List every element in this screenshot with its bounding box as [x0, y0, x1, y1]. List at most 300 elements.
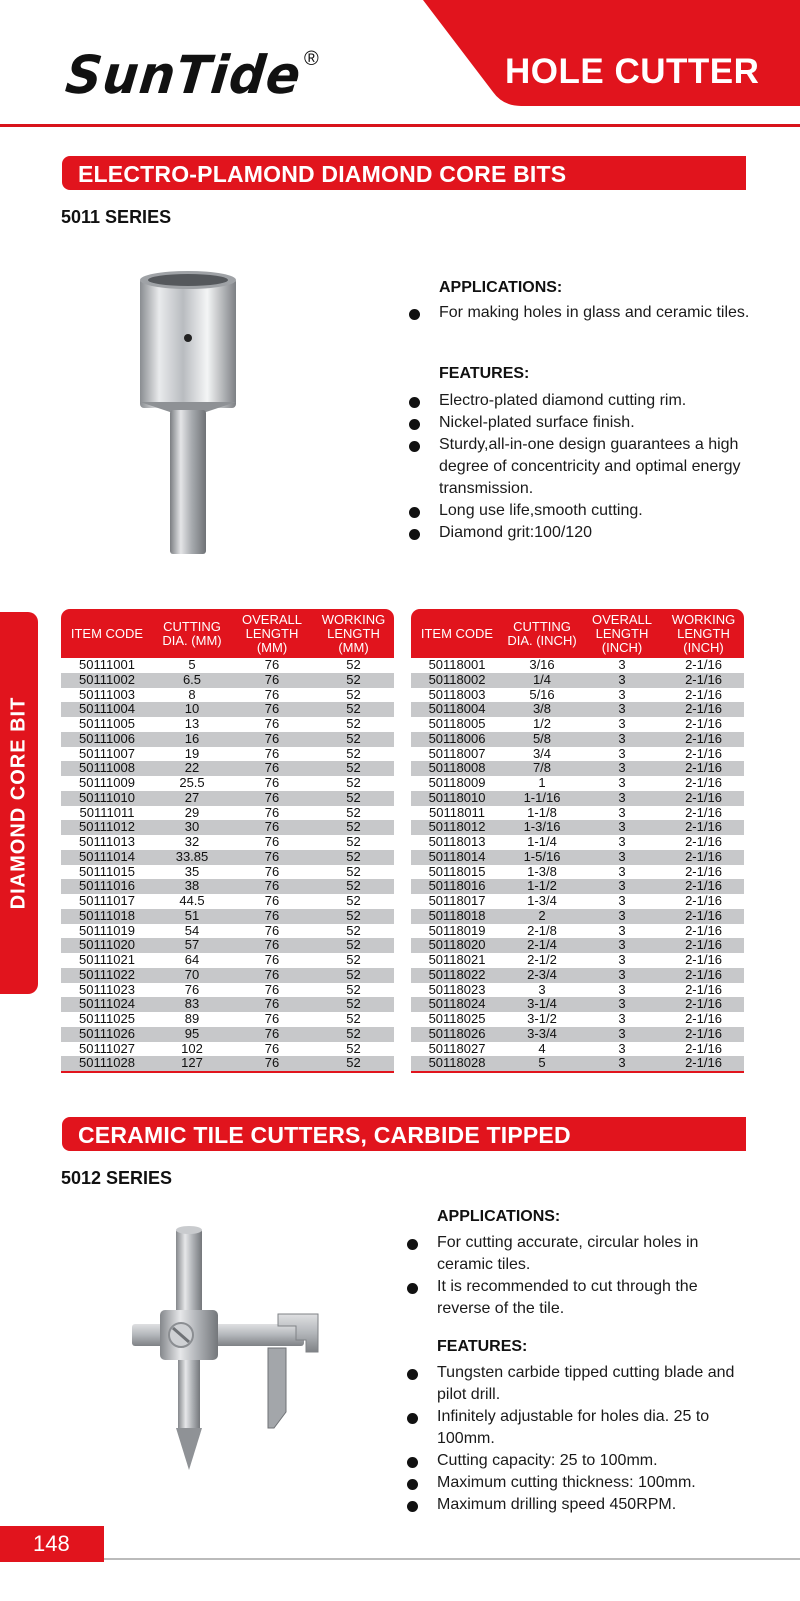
table-cell: 50111018: [61, 909, 153, 924]
table-cell: 50118015: [428, 863, 486, 879]
table-cell: 50118005: [428, 716, 486, 731]
table-cell: 2-1/16: [685, 745, 722, 761]
page-title: HOLE CUTTER: [505, 52, 760, 91]
table-row: [61, 983, 394, 998]
table-cell: 76: [264, 834, 280, 849]
table-row: [411, 835, 744, 850]
table-cell: 27: [153, 791, 231, 806]
list-item: Sturdy,all-in-one design guarantees a high degree of concentricity and optimal energy transmission.: [409, 434, 754, 500]
table-row: [61, 894, 394, 909]
table-cell: 3/8: [503, 702, 581, 717]
table-row: [411, 850, 744, 865]
table-row: [61, 909, 394, 924]
table-cell: 1: [538, 775, 546, 790]
list-item: For cutting accurate, circular holes in ceramic tiles.: [407, 1232, 752, 1276]
table-cell: 50118011: [429, 804, 485, 820]
table-row: [61, 968, 394, 983]
table-cell: 3: [581, 1056, 663, 1072]
table-cell: 52: [346, 686, 361, 702]
table-cell: 50118013: [428, 834, 486, 849]
table-cell: 3: [618, 952, 626, 967]
table-cell: 3: [581, 909, 663, 924]
table-cell: 76: [264, 922, 280, 938]
table-cell: 76: [231, 850, 313, 865]
list-item: Infinitely adjustable for holes dia. 25 to 100mm.: [407, 1406, 752, 1450]
table-cell: 32: [184, 834, 200, 849]
table-cell: 5/16: [529, 686, 555, 702]
table-cell: 64: [184, 952, 200, 967]
footer-divider: [104, 1558, 800, 1560]
features-list-2: [407, 1362, 752, 1516]
list-item: For making holes in glass and ceramic tiles.: [409, 302, 754, 324]
table-row: [61, 776, 394, 791]
table-row: [61, 673, 394, 688]
table-row: [411, 983, 744, 998]
table-cell: 57: [153, 938, 231, 953]
table-cell: 50111023: [79, 981, 135, 997]
table-cell: 50118006: [411, 732, 503, 747]
table-cell: 52: [346, 1011, 361, 1026]
table-cell: 29: [184, 804, 200, 820]
table-cell: 50118018: [411, 909, 503, 924]
table-cell: 3: [618, 893, 626, 908]
table-cell: 50118019: [428, 922, 486, 938]
table-cell: 52: [346, 952, 361, 967]
table-cell: 76: [231, 673, 313, 688]
column-header: CUTTING DIA. (MM): [153, 609, 231, 658]
table-cell: 52: [313, 1027, 394, 1042]
table-row: [411, 1012, 744, 1027]
table-cell: 50118023: [428, 981, 486, 997]
applications-list-2: [407, 1232, 752, 1320]
table-cell: 50118001: [428, 657, 486, 672]
table-cell: 52: [313, 997, 394, 1012]
table-cell: 1-3/4: [527, 893, 557, 908]
table-cell: 10: [153, 702, 231, 717]
table-cell: 1/4: [503, 673, 581, 688]
brand-logo: SunTide: [62, 44, 305, 106]
table-cell: 50111006: [61, 732, 153, 747]
table-row: [411, 806, 744, 821]
table-row: [411, 1056, 744, 1072]
table-row: [411, 732, 744, 747]
table-row: [61, 747, 394, 762]
table-cell: 52: [346, 1040, 361, 1056]
table-cell: 52: [346, 657, 361, 672]
table-cell: 50111022: [61, 968, 153, 983]
table-cell: 50118003: [428, 686, 486, 702]
table-row: [61, 717, 394, 732]
table-row: [411, 673, 744, 688]
table-cell: 2-1/16: [663, 938, 744, 953]
table-cell: 3: [581, 732, 663, 747]
table-row: [61, 1056, 394, 1072]
table-row: [61, 953, 394, 968]
table-cell: 76: [264, 804, 280, 820]
table-cell: 3: [618, 657, 626, 672]
table-row: [411, 702, 744, 717]
table-cell: 50111025: [79, 1011, 135, 1026]
table-row: [411, 1042, 744, 1057]
table-cell: 52: [313, 1056, 394, 1072]
table-cell: 52: [313, 850, 394, 865]
table-row: [411, 658, 744, 673]
table-cell: 50111028: [61, 1056, 153, 1072]
table-cell: 76: [231, 1027, 313, 1042]
table-cell: 2-1/16: [685, 804, 722, 820]
list-item: It is recommended to cut through the reverse of the tile.: [407, 1276, 752, 1320]
table-cell: 76: [264, 863, 280, 879]
table-cell: 2-1/16: [685, 775, 722, 790]
table-row: [61, 1027, 394, 1042]
table-row: [411, 747, 744, 762]
table-cell: 2-1/16: [663, 909, 744, 924]
table-cell: 52: [346, 863, 361, 879]
table-cell: 76: [231, 1056, 313, 1072]
table-cell: 50111004: [61, 702, 153, 717]
table-cell: 2-1/16: [685, 716, 722, 731]
table-row: [411, 924, 744, 939]
list-item: Tungsten carbide tipped cutting blade and pilot drill.: [407, 1362, 752, 1406]
table-row: [61, 688, 394, 703]
column-header: WORKING LENGTH (INCH): [663, 609, 744, 658]
table-cell: 5: [188, 657, 196, 672]
table-row: [411, 953, 744, 968]
series-label-5012: 5012 SERIES: [61, 1168, 173, 1188]
table-cell: 3: [538, 981, 546, 997]
table-cell: 52: [346, 834, 361, 849]
table-cell: 76: [231, 820, 313, 835]
table-row: [61, 702, 394, 717]
list-item: Long use life,smooth cutting.: [409, 500, 754, 522]
table-row: [61, 806, 394, 821]
table-cell: 50111015: [79, 863, 135, 879]
table-cell: 89: [184, 1011, 200, 1026]
list-item: Diamond grit:100/120: [409, 522, 754, 544]
table-cell: 2-1/16: [685, 1040, 722, 1056]
table-cell: 3: [618, 804, 626, 820]
table-cell: 52: [313, 673, 394, 688]
table-cell: 52: [313, 938, 394, 953]
table-cell: 3: [618, 834, 626, 849]
table-cell: 3: [581, 761, 663, 776]
table-cell: 76: [264, 745, 280, 761]
table-cell: 52: [313, 761, 394, 776]
table-row: [61, 820, 394, 835]
table-cell: 50111020: [61, 938, 153, 953]
list-item: Maximum drilling speed 450RPM.: [407, 1494, 752, 1516]
table-cell: 6.5: [153, 673, 231, 688]
table-row: [61, 835, 394, 850]
table-cell: 50111001: [79, 657, 135, 672]
table-cell: 50118012: [411, 820, 503, 835]
table-cell: 76: [231, 968, 313, 983]
table-cell: 3: [618, 922, 626, 938]
table-cell: 76: [264, 775, 280, 790]
table-cell: 3/4: [532, 745, 552, 761]
table-cell: 3: [618, 745, 626, 761]
table-cell: 44.5: [179, 893, 205, 908]
table-cell: 50118021: [428, 952, 486, 967]
table-cell: 52: [346, 804, 361, 820]
table-cell: 8: [188, 686, 196, 702]
table-cell: 3: [618, 863, 626, 879]
table-cell: 76: [231, 732, 313, 747]
table-cell: 3: [581, 968, 663, 983]
table-cell: 50111011: [79, 804, 135, 820]
table-cell: 50111002: [61, 673, 153, 688]
table-row: [411, 688, 744, 703]
table-cell: 2-1/16: [663, 791, 744, 806]
table-row: [61, 865, 394, 880]
table-cell: 2-1/16: [663, 761, 744, 776]
table-cell: 2-3/4: [503, 968, 581, 983]
table-cell: 2-1/16: [663, 997, 744, 1012]
table-row: [411, 894, 744, 909]
page-number: 148: [33, 1531, 70, 1556]
table-cell: 3: [618, 1011, 626, 1026]
table-cell: 76: [231, 702, 313, 717]
table-cell: 2-1/16: [685, 981, 722, 997]
table-cell: 50118009: [428, 775, 486, 790]
table-cell: 25.5: [179, 775, 205, 790]
table-cell: 50118020: [411, 938, 503, 953]
table-cell: 35: [184, 863, 200, 879]
table-cell: 3: [618, 686, 626, 702]
table-cell: 83: [153, 997, 231, 1012]
table-row: [411, 1027, 744, 1042]
table-cell: 76: [264, 686, 280, 702]
table-cell: 50111009: [79, 775, 135, 790]
table-cell: 70: [153, 968, 231, 983]
table-cell: 3/16: [529, 657, 555, 672]
table-cell: 76: [231, 791, 313, 806]
table-cell: 50111026: [61, 1027, 153, 1042]
table-cell: 52: [313, 820, 394, 835]
table-row: [61, 938, 394, 953]
table-cell: 52: [313, 702, 394, 717]
table-row: [411, 997, 744, 1012]
table-cell: 2-1/8: [527, 922, 557, 938]
table-cell: 50111012: [61, 820, 153, 835]
table-cell: 50111008: [61, 761, 153, 776]
table-cell: 76: [264, 893, 280, 908]
table-cell: 1-3/8: [527, 863, 557, 879]
header-divider: [0, 124, 800, 127]
table-cell: 50118026: [411, 1027, 503, 1042]
table-cell: 2-1/16: [663, 850, 744, 865]
table-cell: 51: [153, 909, 231, 924]
table-cell: 2-1/16: [663, 968, 744, 983]
table-cell: 2: [503, 909, 581, 924]
table-cell: 2-1/16: [685, 922, 722, 938]
table-cell: 3-1/2: [527, 1011, 557, 1026]
side-category-label: DIAMOND CORE BIT: [7, 696, 30, 910]
table-cell: 50111014: [61, 850, 153, 865]
diamond-core-bit-image: [140, 270, 240, 560]
section-title-tile-cutters: CERAMIC TILE CUTTERS, CARBIDE TIPPED: [62, 1117, 746, 1151]
table-cell: 16: [153, 732, 231, 747]
table-row: [411, 717, 744, 732]
table-cell: 50118016: [411, 879, 503, 894]
table-cell: 50118024: [411, 997, 503, 1012]
table-cell: 50118007: [428, 745, 486, 761]
table-cell: 50111019: [79, 922, 135, 938]
table-cell: 3: [581, 820, 663, 835]
table-row: [61, 761, 394, 776]
table-cell: 22: [153, 761, 231, 776]
table-cell: 2-1/16: [663, 879, 744, 894]
table-cell: 38: [153, 879, 231, 894]
table-cell: 2-1/16: [663, 820, 744, 835]
table-row: [411, 776, 744, 791]
table-row: [61, 658, 394, 673]
features-heading: FEATURES:: [439, 365, 530, 382]
table-cell: 2-1/2: [527, 952, 557, 967]
table-cell: 1-1/8: [527, 804, 557, 820]
table-row: [411, 761, 744, 776]
table-cell: 50118008: [411, 761, 503, 776]
table-cell: 50111024: [61, 997, 153, 1012]
table-cell: 2-1/16: [685, 952, 722, 967]
table-cell: 50118022: [411, 968, 503, 983]
table-cell: 50111007: [79, 745, 135, 761]
table-cell: 2-1/16: [685, 893, 722, 908]
table-cell: 3: [581, 702, 663, 717]
table-cell: 52: [346, 716, 361, 731]
table-cell: 50111021: [79, 952, 135, 967]
table-row: [411, 820, 744, 835]
table-cell: 1-5/16: [503, 850, 581, 865]
table-cell: 50118002: [411, 673, 503, 688]
table-cell: 76: [231, 938, 313, 953]
applications-list: [409, 302, 754, 324]
table-cell: 30: [153, 820, 231, 835]
table-row: [61, 997, 394, 1012]
table-row: [61, 1012, 394, 1027]
column-header: WORKING LENGTH (MM): [313, 609, 394, 658]
table-row: [411, 879, 744, 894]
column-header: OVERALL LENGTH (MM): [231, 609, 313, 658]
table-cell: 2-1/16: [685, 834, 722, 849]
table-cell: 3: [581, 938, 663, 953]
table-row: [61, 791, 394, 806]
tile-cutter-image: [118, 1222, 328, 1477]
specs-table-mm: [61, 609, 394, 1073]
table-cell: 50111027: [79, 1040, 135, 1056]
table-cell: 7/8: [503, 761, 581, 776]
table-row: [411, 791, 744, 806]
table-cell: 1-1/2: [503, 879, 581, 894]
table-cell: 76: [184, 981, 200, 997]
registered-mark: ®: [304, 48, 319, 70]
table-cell: 4: [538, 1040, 546, 1056]
table-cell: 1/2: [532, 716, 552, 731]
table-cell: 50111017: [79, 893, 135, 908]
column-header: CUTTING DIA. (INCH): [503, 609, 581, 658]
table-cell: 52: [346, 745, 361, 761]
table-cell: 127: [153, 1056, 231, 1072]
table-row: [61, 924, 394, 939]
table-row: [411, 865, 744, 880]
table-cell: 50118028: [411, 1056, 503, 1072]
table-cell: 50111005: [79, 716, 135, 731]
table-cell: 19: [184, 745, 200, 761]
table-cell: 3: [581, 997, 663, 1012]
table-cell: 5/8: [503, 732, 581, 747]
table-cell: 50111016: [61, 879, 153, 894]
table-cell: 52: [313, 909, 394, 924]
table-cell: 2-1/16: [663, 702, 744, 717]
applications-heading-2: APPLICATIONS:: [437, 1208, 561, 1225]
table-cell: 5: [503, 1056, 581, 1072]
table-cell: 3-3/4: [503, 1027, 581, 1042]
table-cell: 76: [231, 909, 313, 924]
features-list: [409, 390, 754, 544]
table-cell: 13: [184, 716, 200, 731]
table-cell: 50118010: [411, 791, 503, 806]
table-row: [61, 1042, 394, 1057]
table-row: [411, 968, 744, 983]
table-cell: 2-1/16: [663, 673, 744, 688]
table-row: [61, 732, 394, 747]
table-cell: 52: [346, 893, 361, 908]
table-row: [411, 938, 744, 953]
series-label-5011: 5011 SERIES: [61, 207, 172, 227]
table-row: [61, 879, 394, 894]
applications-heading: APPLICATIONS:: [439, 279, 563, 296]
table-cell: 50118025: [428, 1011, 486, 1026]
table-cell: 50118027: [428, 1040, 486, 1056]
table-cell: 3: [618, 981, 626, 997]
table-cell: 2-1/16: [663, 732, 744, 747]
table-cell: 76: [264, 1011, 280, 1026]
column-header: ITEM CODE: [411, 609, 503, 658]
table-cell: 1-3/16: [503, 820, 581, 835]
table-cell: 52: [313, 968, 394, 983]
table-cell: 54: [184, 922, 200, 938]
table-cell: 76: [264, 952, 280, 967]
table-cell: 76: [264, 716, 280, 731]
list-item: Maximum cutting thickness: 100mm.: [407, 1472, 752, 1494]
table-cell: 2-1/16: [685, 863, 722, 879]
table-cell: 50118014: [411, 850, 503, 865]
table-cell: 2-1/16: [685, 1011, 722, 1026]
table-cell: 52: [313, 879, 394, 894]
table-cell: 3: [581, 850, 663, 865]
table-cell: 2-1/4: [503, 938, 581, 953]
table-cell: 2-1/16: [663, 1027, 744, 1042]
table-cell: 50118004: [411, 702, 503, 717]
specs-table-inch: [411, 609, 744, 1073]
table-cell: 76: [231, 879, 313, 894]
table-cell: 1-1/4: [527, 834, 557, 849]
table-cell: 3: [581, 1027, 663, 1042]
table-cell: 1-1/16: [503, 791, 581, 806]
table-cell: 52: [313, 791, 394, 806]
table-cell: 3: [581, 673, 663, 688]
table-cell: 2-1/16: [685, 657, 722, 672]
table-cell: 52: [346, 775, 361, 790]
table-cell: 3-1/4: [503, 997, 581, 1012]
section-title-diamond-core-bits: ELECTRO-PLAMOND DIAMOND CORE BITS: [62, 156, 746, 190]
table-cell: 2-1/16: [663, 1056, 744, 1072]
table-cell: 33.85: [153, 850, 231, 865]
table-cell: 3: [618, 716, 626, 731]
table-cell: 50111010: [61, 791, 153, 806]
table-cell: 3: [581, 791, 663, 806]
table-cell: 76: [264, 657, 280, 672]
